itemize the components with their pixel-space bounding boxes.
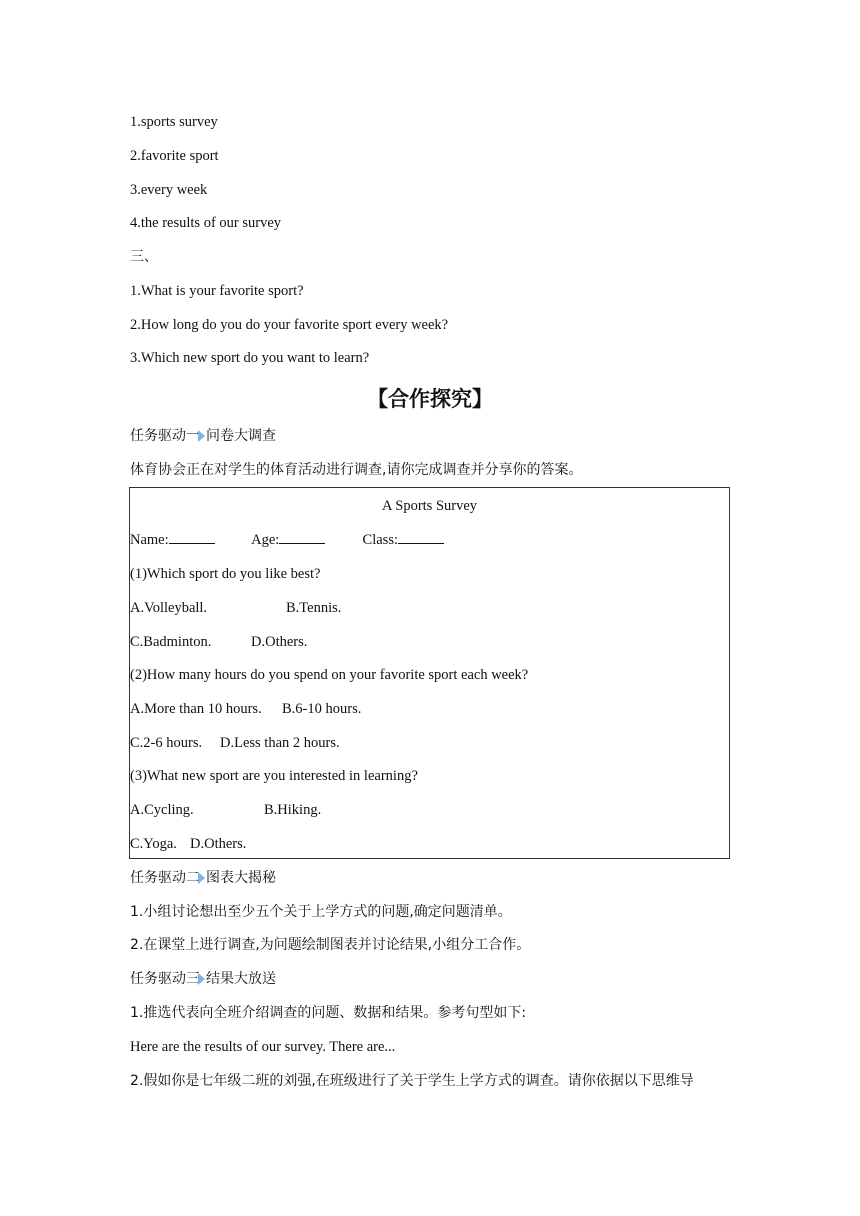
list-item: 3.every week [130, 182, 208, 198]
options-row [130, 632, 307, 652]
list-item: 1.sports survey [130, 114, 218, 130]
section-label: 三、 [130, 249, 158, 265]
task1-title [130, 426, 276, 446]
age-blank[interactable] [279, 531, 325, 544]
list-item: 2.favorite sport [130, 148, 219, 164]
option[interactable]: C.2-6 hours. [130, 735, 203, 751]
task3-item: 1.推选代表向全班介绍调查的问题、数据和结果。参考句型如下: [130, 1005, 527, 1021]
question-1: (1)Which sport do you like best? [130, 566, 321, 582]
task2-title [130, 868, 276, 888]
list-item: 3.Which new sport do you want to learn? [130, 350, 370, 366]
class-blank[interactable] [398, 531, 444, 544]
class-label: Class: [362, 532, 398, 548]
task3-item: 2.假如你是七年级二班的刘强,在班级进行了关于学生上学方式的调查。请你依据以下思维导 [130, 1073, 694, 1089]
task3-prefix: 任务驱动三 [130, 971, 200, 987]
name-label: Name: [130, 532, 169, 548]
option[interactable]: A.More than 10 hours. [130, 701, 262, 717]
options-row [130, 834, 246, 854]
option[interactable]: B.6-10 hours. [282, 701, 362, 717]
options-row [130, 598, 341, 618]
list-item: 1.What is your favorite sport? [130, 283, 304, 299]
survey-box [129, 487, 730, 859]
arrow-icon [198, 430, 205, 442]
task1-name: 问卷大调查 [206, 428, 276, 444]
options-row [130, 800, 321, 820]
option[interactable]: D.Less than 2 hours. [220, 735, 340, 751]
arrow-icon [198, 973, 205, 985]
option[interactable]: D.Others. [251, 634, 308, 650]
reference-sentence: Here are the results of our survey. There are... [130, 1039, 396, 1055]
options-row [130, 733, 340, 753]
option[interactable]: A.Volleyball. [130, 600, 208, 616]
survey-title: A Sports Survey [381, 498, 478, 514]
option[interactable]: A.Cycling. [130, 802, 194, 818]
question-3: (3)What new sport are you interested in learning? [130, 768, 418, 784]
task3-name: 结果大放送 [206, 971, 276, 987]
task1-intro: 体育协会正在对学生的体育活动进行调查,请你完成调查并分享你的答案。 [130, 462, 583, 478]
task2-item: 1.小组讨论想出至少五个关于上学方式的问题,确定问题清单。 [130, 904, 512, 920]
section-heading: 【合作探究】 [367, 387, 493, 411]
arrow-icon [198, 872, 205, 884]
option[interactable]: C.Yoga. [130, 836, 177, 852]
option[interactable]: D.Others. [190, 836, 247, 852]
option[interactable]: B.Hiking. [264, 802, 322, 818]
question-2: (2)How many hours do you spend on your favorite sport each week? [130, 667, 529, 683]
task2-name: 图表大揭秘 [206, 870, 276, 886]
task1-prefix: 任务驱动一 [130, 428, 200, 444]
task2-item: 2.在课堂上进行调查,为问题绘制图表并讨论结果,小组分工合作。 [130, 937, 531, 953]
list-item: 4.the results of our survey [130, 215, 282, 231]
option[interactable]: B.Tennis. [286, 600, 342, 616]
name-blank[interactable] [169, 531, 215, 544]
option[interactable]: C.Badminton. [130, 634, 212, 650]
list-item: 2.How long do you do your favorite sport every week? [130, 317, 449, 333]
options-row [130, 699, 361, 719]
age-label: Age: [251, 532, 280, 548]
task3-title [130, 969, 276, 989]
survey-info-row [130, 530, 444, 550]
task2-prefix: 任务驱动二 [130, 870, 200, 886]
